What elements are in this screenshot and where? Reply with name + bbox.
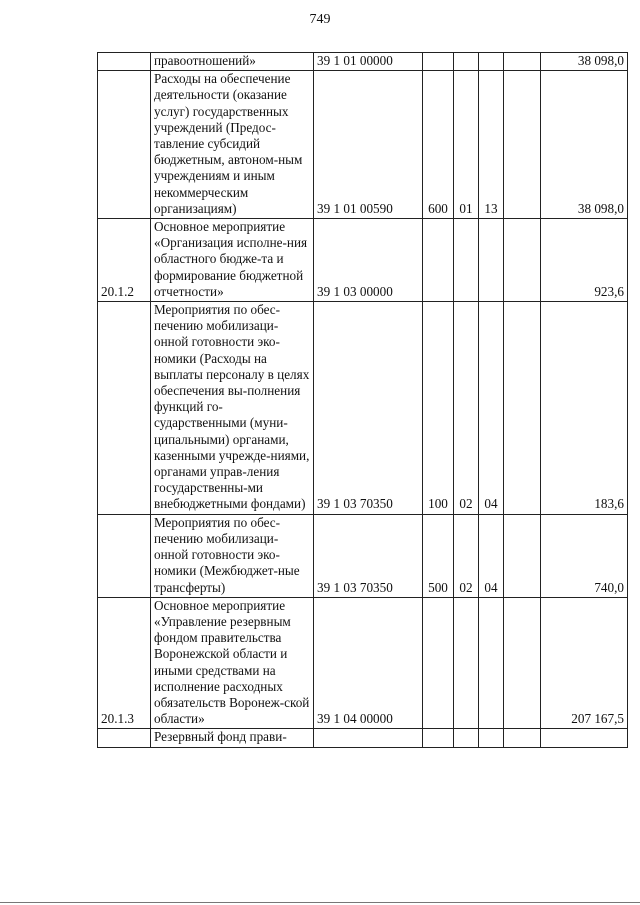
- row-code: 39 1 03 70350: [314, 514, 423, 597]
- row-pr: [479, 219, 504, 302]
- row-pr: 04: [479, 302, 504, 515]
- row-name: Мероприятия по обес-печению мобилизаци-онной готовности эко-номики (Расходы на выплаты персоналу в целях обеспечения вы-полнения функций го-сударственными (муни-ципальными) органами, казенными учрежде-ниями, органами управ-ления государственны-ми внебюджетными фондами): [151, 302, 314, 515]
- row-rz: 02: [454, 514, 479, 597]
- table-row: [98, 729, 628, 747]
- row-spacer: [504, 53, 541, 71]
- row-code: 39 1 01 00590: [314, 71, 423, 219]
- row-name: Расходы на обеспечение деятельности (оказание услуг) государственных учреждений (Предос-тавление субсидий бюджетным, автоном-ным учреждениям и иным некоммерческим организациям): [151, 71, 314, 219]
- row-vr: 100: [423, 302, 454, 515]
- row-vr: 500: [423, 514, 454, 597]
- row-rz: [454, 219, 479, 302]
- row-spacer: [504, 729, 541, 747]
- row-rz: 01: [454, 71, 479, 219]
- row-number: [98, 729, 151, 747]
- row-number: 20.1.3: [98, 597, 151, 729]
- row-pr: [479, 53, 504, 71]
- row-vr: [423, 219, 454, 302]
- row-amount: 38 098,0: [541, 71, 628, 219]
- row-number: [98, 514, 151, 597]
- row-vr: [423, 53, 454, 71]
- row-rz: 02: [454, 302, 479, 515]
- row-code: 39 1 01 00000: [314, 53, 423, 71]
- row-name: Основное мероприятие «Управление резервным фондом правительства Воронежской области и иными средствами на исполнение расходных обязательств Воронеж-ской области»: [151, 597, 314, 729]
- row-spacer: [504, 71, 541, 219]
- table-row: [98, 302, 628, 515]
- page-number: 749: [309, 12, 331, 27]
- row-code: 39 1 03 70350: [314, 302, 423, 515]
- row-spacer: [504, 514, 541, 597]
- row-name: Основное мероприятие «Организация исполне-ния областного бюдже-та и формирование бюджетной отчетности»: [151, 219, 314, 302]
- page-bottom-rule: [0, 902, 640, 903]
- row-spacer: [504, 302, 541, 515]
- row-number: 20.1.2: [98, 219, 151, 302]
- budget-table: [97, 52, 628, 748]
- row-code: [314, 729, 423, 747]
- table-row: [98, 71, 628, 219]
- row-number: [98, 71, 151, 219]
- row-name: Резервный фонд прави-: [151, 729, 314, 747]
- row-pr: 13: [479, 71, 504, 219]
- row-rz: [454, 53, 479, 71]
- row-amount: 38 098,0: [541, 53, 628, 71]
- row-name: Мероприятия по обес-печению мобилизаци-онной готовности эко-номики (Межбюджет-ные трансферты): [151, 514, 314, 597]
- row-vr: 600: [423, 71, 454, 219]
- row-vr: [423, 729, 454, 747]
- row-spacer: [504, 597, 541, 729]
- row-pr: 04: [479, 514, 504, 597]
- row-amount: [541, 729, 628, 747]
- row-rz: [454, 597, 479, 729]
- row-amount: 740,0: [541, 514, 628, 597]
- table-row: [98, 219, 628, 302]
- row-amount: 207 167,5: [541, 597, 628, 729]
- row-spacer: [504, 219, 541, 302]
- row-pr: [479, 597, 504, 729]
- row-number: [98, 53, 151, 71]
- row-vr: [423, 597, 454, 729]
- table-row: [98, 597, 628, 729]
- row-number: [98, 302, 151, 515]
- row-amount: 923,6: [541, 219, 628, 302]
- table-row: [98, 53, 628, 71]
- row-code: 39 1 04 00000: [314, 597, 423, 729]
- row-rz: [454, 729, 479, 747]
- row-amount: 183,6: [541, 302, 628, 515]
- row-name: правоотношений»: [151, 53, 314, 71]
- table-row: [98, 514, 628, 597]
- row-code: 39 1 03 00000: [314, 219, 423, 302]
- row-pr: [479, 729, 504, 747]
